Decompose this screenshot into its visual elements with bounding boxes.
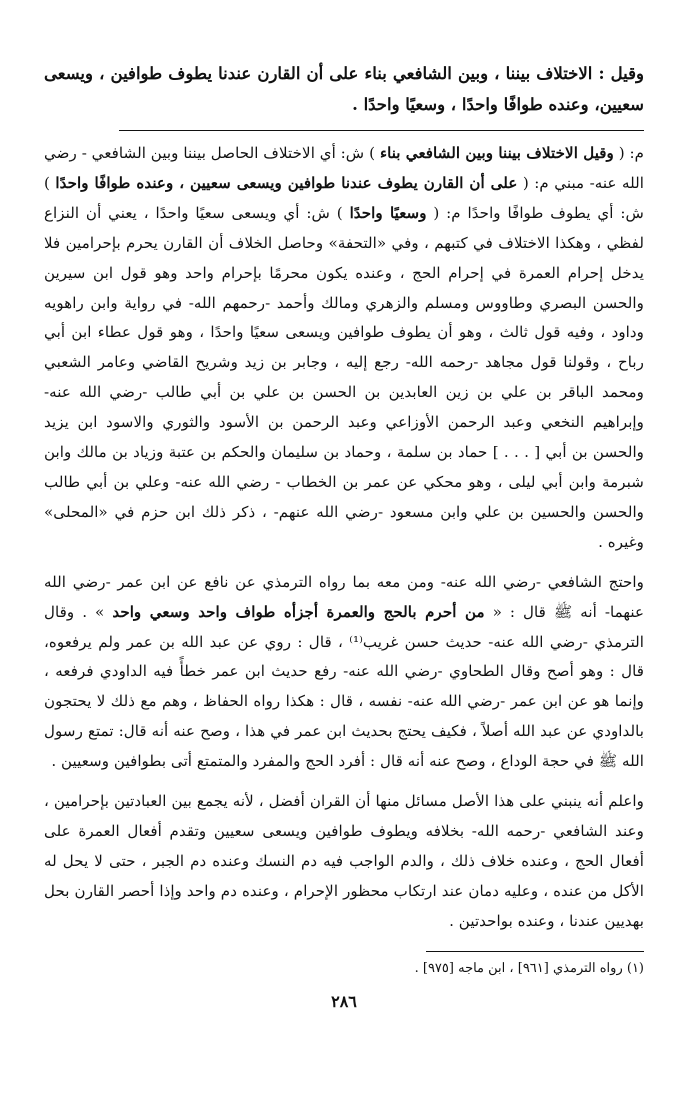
commentary-paragraph-3	[44, 787, 644, 937]
matn-divider	[119, 130, 644, 131]
matn-text: وقيل : الاختلاف بيننا ، وبين الشافعي بناء على أن القارن عندنا يطوف طوافين ، ويسعى سعيين، وعنده طوافًا واحدًا ، وسعيًا واحدًا .	[44, 64, 644, 114]
quoted-matn: على أن القارن يطوف عندنا طوافين ويسعى سعيين ، وعنده طوافًا واحدًا	[55, 173, 518, 192]
footnote-divider	[426, 951, 644, 952]
quoted-matn: وسعيًا واحدًا	[349, 203, 427, 222]
commentary-text: » . وقال الترمذي -رضي الله عنه- حديث حسن غريب⁽¹⁾ ، قال : روي عن عبد الله بن عمر ولم يرفعوه، قال : وهو أصح وقال الطحاوي -رضي الله عنه- رفع حديث ابن عمر خطأً فيه الداودي فرفعه ، وإنما هو عن ابن عمر -رضي الله عنه- نفسه ، قال : هكذا رواه الحفاظ ، وهم مع ذلك لا يحتجون بالداودي عن عبد الله أصلاً ، فكيف يحتج بحديث ابن عمر في هذا ، وصح عنه أنه قال: تمتع رسول الله ﷺ في حجة الوداع ، وصح عنه أنه قال : أفرد الحج والمفرد والمتمتع أتى بطوافين وسعيين .	[44, 602, 644, 771]
commentary-text: واحتج الشافعي -رضي الله عنه- ومن معه بما رواه الترمذي عن نافع عن ابن عمر -رضي الله عنهما- أنه ﷺ قال : «	[44, 572, 645, 621]
footnote: (١) رواه الترمذي [٩٦١] ، ابن ماجه [٩٧٥] .	[414, 960, 644, 976]
commentary-text: ) ش: أي يطوف طوافًا واحدًا م: (	[44, 173, 644, 222]
quoted-matn: وقيل الاختلاف بيننا وبين الشافعي بناء	[379, 144, 614, 162]
quoted-matn: من أحرم بالحج والعمرة أجزأه طواف واحد وسعي واحد	[112, 602, 485, 621]
commentary-text: ) ش: أي ويسعى سعيًا واحدًا ، يعني أن النزاع لفظي ، وهكذا الاختلاف في كتبهم ، وفي «التحفة» وحاصل الخلاف أن القارن يحرم بإحرامين فلا يدخل إحرام العمرة في إحرام الحج ، وعنده يكون محرمًا بإحرام واحد وهو قول ابن سيرين والحسن البصري وطاووس ومسلم والزهري ومالك وأحمد -رحمهم الله- في رواية وابن راهويه وداود ، وفيه قول ثالث ، وهو أن يطوف طوافين ويسعى سعيًا واحدًا ، وهو قول عطاء ابن أبي رباح ، وقولنا قول مجاهد -رحمه الله- رجع إليه ، وجابر بن زيد وشريح القاضي وعامر الشعبي ومحمد الباقر بن علي بن زين العابدين بن الحسن بن علي بن أبي طالب -رضي الله عنه- وإبراهيم النخعي وعبد الرحمن الأوزاعي وعبد الرحمن بن الأسود والثوري والاسود ابن يزيد والحسن بن أبي [ . . . ] حماد بن سلمة ، وحماد بن سليمان والحكم بن عتبة وزياد بن مالك وابن شبرمة وابن أبي ليلى ، وهو محكي عن عمر بن الخطاب - رضي الله عنه- وعلي بن أبي طالب والحسن والحسين بن علي وابن مسعود -رضي الله عنهم- ، ذكر ذلك ابن حزم في «المحلى» وغيره .	[44, 203, 644, 551]
commentary-paragraph-1	[44, 139, 644, 558]
commentary-text: ) ش: أي الاختلاف الحاصل بيننا وبين الشافعي - رضي الله عنه- مبني م: (	[44, 144, 645, 192]
commentary-paragraph-2	[44, 568, 644, 777]
page-number: ٢٨٦	[331, 991, 357, 1011]
commentary-text: م: (	[613, 144, 644, 162]
commentary	[44, 139, 644, 937]
commentary-text: واعلم أنه ينبني على هذا الأصل مسائل منها أن القران أفضل ، لأنه يجمع بين العبادتين بإحرامين ، وعند الشافعي -رحمه الله- بخلافه ويطوف طوافين ويسعى سعيين وتقدم أفعال العمرة على أفعال الحج ، وعنده خلاف ذلك ، والدم الواجب فيه دم النسك وعنده دم الجبر ، حتى لا يحل له الأكل من عنده ، وعليه دمان عند ارتكاب محظور الإحرام ، وعنده دم واحد وإذا أحصر القارن بحل بهديين عندنا ، وعنده بواحدتين .	[44, 792, 644, 930]
